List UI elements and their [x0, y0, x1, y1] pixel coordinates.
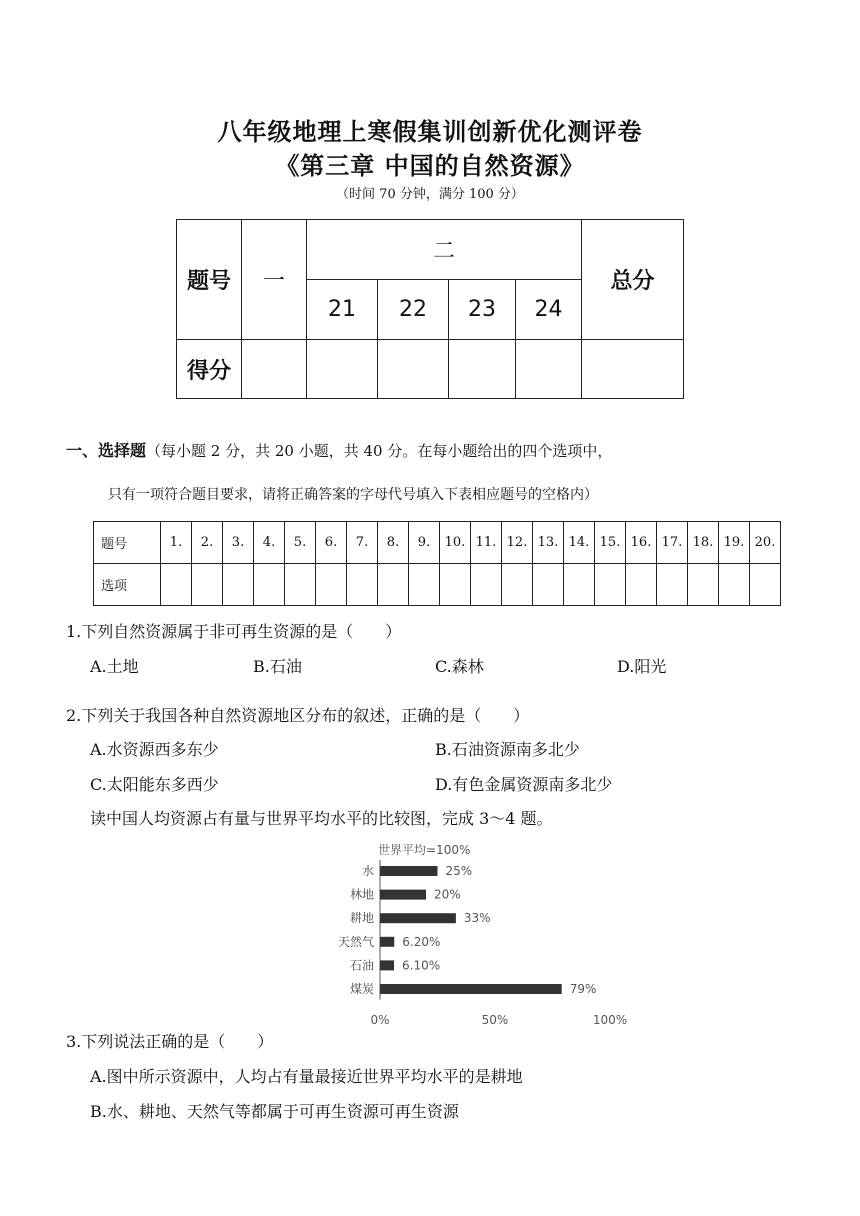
- answer-number-11: 11.: [471, 522, 502, 564]
- question-1-option-a: A.土地: [90, 657, 139, 676]
- answer-number-7: 7.: [347, 522, 378, 564]
- score-part1: 一: [242, 220, 307, 340]
- chart-bar: [380, 866, 438, 876]
- answer-cell-5[interactable]: [285, 564, 316, 606]
- answer-cell-4[interactable]: [254, 564, 285, 606]
- chart-category-label: 耕地: [349, 911, 374, 926]
- question-2-option-a: A.水资源西多东少: [90, 740, 219, 759]
- chart-category-label: 天然气: [337, 934, 374, 949]
- question-3-stem: 3.下列说法正确的是（ ）: [66, 1032, 274, 1051]
- chart-x-tick-label: 0%: [370, 1013, 390, 1027]
- score-label-score: 得分: [177, 340, 242, 399]
- answer-cell-14[interactable]: [564, 564, 595, 606]
- chart-x-tick-label: 50%: [481, 1013, 509, 1027]
- answer-number-16: 16.: [626, 522, 657, 564]
- question-1-stem: 1.下列自然资源属于非可再生资源的是（ ）: [66, 622, 402, 641]
- answer-cell-3[interactable]: [223, 564, 254, 606]
- chart-bar: [380, 984, 562, 994]
- answer-number-3: 3.: [223, 522, 254, 564]
- exam-subtitle: （时间 70 分钟，满分 100 分）: [336, 187, 524, 202]
- answer-cell-13[interactable]: [533, 564, 564, 606]
- answer-number-2: 2.: [192, 522, 223, 564]
- answer-number-18: 18.: [688, 522, 719, 564]
- answer-cell-9[interactable]: [409, 564, 440, 606]
- question-1-option-c: C.森林: [435, 657, 484, 676]
- score-table: [176, 219, 684, 399]
- answer-cell-2[interactable]: [192, 564, 223, 606]
- score-cell-21[interactable]: [307, 340, 378, 399]
- answer-cell-6[interactable]: [316, 564, 347, 606]
- question-3-4-intro: 读中国人均资源占有量与世界平均水平的比较图，完成 3～4 题。: [90, 809, 553, 828]
- section1-note2: 只有一项符合题目要求，请将正确答案的字母代号填入下表相应题号的空格内）: [108, 487, 598, 503]
- score-cell-part1[interactable]: [242, 340, 307, 399]
- score-cell-total[interactable]: [582, 340, 684, 399]
- answer-cell-11[interactable]: [471, 564, 502, 606]
- answer-table: [93, 521, 781, 606]
- chart-value-label: 25%: [445, 864, 473, 878]
- answer-number-5: 5.: [285, 522, 316, 564]
- answer-number-1: 1.: [161, 522, 192, 564]
- chart-value-label: 79%: [569, 982, 597, 996]
- answer-number-4: 4.: [254, 522, 285, 564]
- answer-cell-15[interactable]: [595, 564, 626, 606]
- score-total-label: 总分: [582, 220, 684, 340]
- answer-cell-1[interactable]: [161, 564, 192, 606]
- resource-comparison-chart: [330, 838, 640, 1030]
- chart-value-label: 33%: [463, 911, 491, 926]
- answer-cell-7[interactable]: [347, 564, 378, 606]
- answer-number-13: 13.: [533, 522, 564, 564]
- answer-cell-19[interactable]: [719, 564, 750, 606]
- answer-cell-8[interactable]: [378, 564, 409, 606]
- answer-number-9: 9.: [409, 522, 440, 564]
- question-2-option-b: B.石油资源南多北少: [435, 740, 580, 759]
- chart-category-label: 石油: [349, 958, 374, 973]
- answer-number-8: 8.: [378, 522, 409, 564]
- section1-note1: （每小题 2 分，共 20 小题，共 40 分。在每小题给出的四个选项中，: [146, 442, 613, 460]
- chart-bar: [380, 890, 426, 900]
- section1-title: 一、选择题: [66, 441, 147, 460]
- answer-cell-12[interactable]: [502, 564, 533, 606]
- chart-bar: [380, 913, 456, 923]
- answer-number-17: 17.: [657, 522, 688, 564]
- question-3-option-a: A.图中所示资源中，人均占有量最接近世界平均水平的是耕地: [90, 1067, 523, 1086]
- score-part2: 二: [307, 220, 582, 280]
- score-sub-24: 24: [516, 280, 582, 340]
- answer-number-10: 10.: [440, 522, 471, 564]
- chart-category-label: 煤炭: [349, 982, 374, 996]
- answer-cell-16[interactable]: [626, 564, 657, 606]
- chart-category-label: 水: [361, 864, 374, 878]
- answer-cell-17[interactable]: [657, 564, 688, 606]
- page-title: 八年级地理上寒假集训创新优化测评卷: [217, 118, 643, 146]
- question-1-option-b: B.石油: [253, 657, 302, 676]
- score-cell-23[interactable]: [449, 340, 516, 399]
- chart-bar: [380, 937, 394, 947]
- question-2-option-d: D.有色金属资源南多北少: [435, 775, 613, 794]
- score-cell-24[interactable]: [516, 340, 582, 399]
- answer-number-14: 14.: [564, 522, 595, 564]
- chart-title: 世界平均=100%: [378, 843, 471, 857]
- answer-cell-10[interactable]: [440, 564, 471, 606]
- chart-x-tick-label: 100%: [592, 1013, 628, 1027]
- answer-number-6: 6.: [316, 522, 347, 564]
- answer-number-12: 12.: [502, 522, 533, 564]
- question-2-stem: 2.下列关于我国各种自然资源地区分布的叙述，正确的是（ ）: [66, 706, 530, 725]
- answer-cell-20[interactable]: [750, 564, 781, 606]
- chart-bar: [380, 960, 394, 970]
- answer-number-20: 20.: [750, 522, 781, 564]
- answer-number-15: 15.: [595, 522, 626, 564]
- answer-row-label-option: 选项: [94, 564, 161, 606]
- score-label-question: 题号: [177, 220, 242, 340]
- answer-number-19: 19.: [719, 522, 750, 564]
- chart-value-label: 6.10%: [402, 958, 441, 973]
- chart-category-label: 林地: [349, 887, 374, 902]
- question-2-option-c: C.太阳能东多西少: [90, 775, 219, 794]
- score-sub-21: 21: [307, 280, 378, 340]
- chart-value-label: 6.20%: [402, 934, 441, 949]
- answer-row-label-number: 题号: [94, 522, 161, 564]
- section1-heading: [66, 438, 612, 461]
- question-3-option-b: B.水、耕地、天然气等都属于可再生资源可再生资源: [90, 1102, 459, 1121]
- chart-value-label: 20%: [434, 887, 461, 902]
- score-cell-22[interactable]: [378, 340, 449, 399]
- score-sub-22: 22: [378, 280, 449, 340]
- chapter-title: 《第三章 中国的自然资源》: [275, 152, 585, 180]
- answer-cell-18[interactable]: [688, 564, 719, 606]
- score-sub-23: 23: [449, 280, 516, 340]
- question-1-option-d: D.阳光: [617, 657, 667, 676]
